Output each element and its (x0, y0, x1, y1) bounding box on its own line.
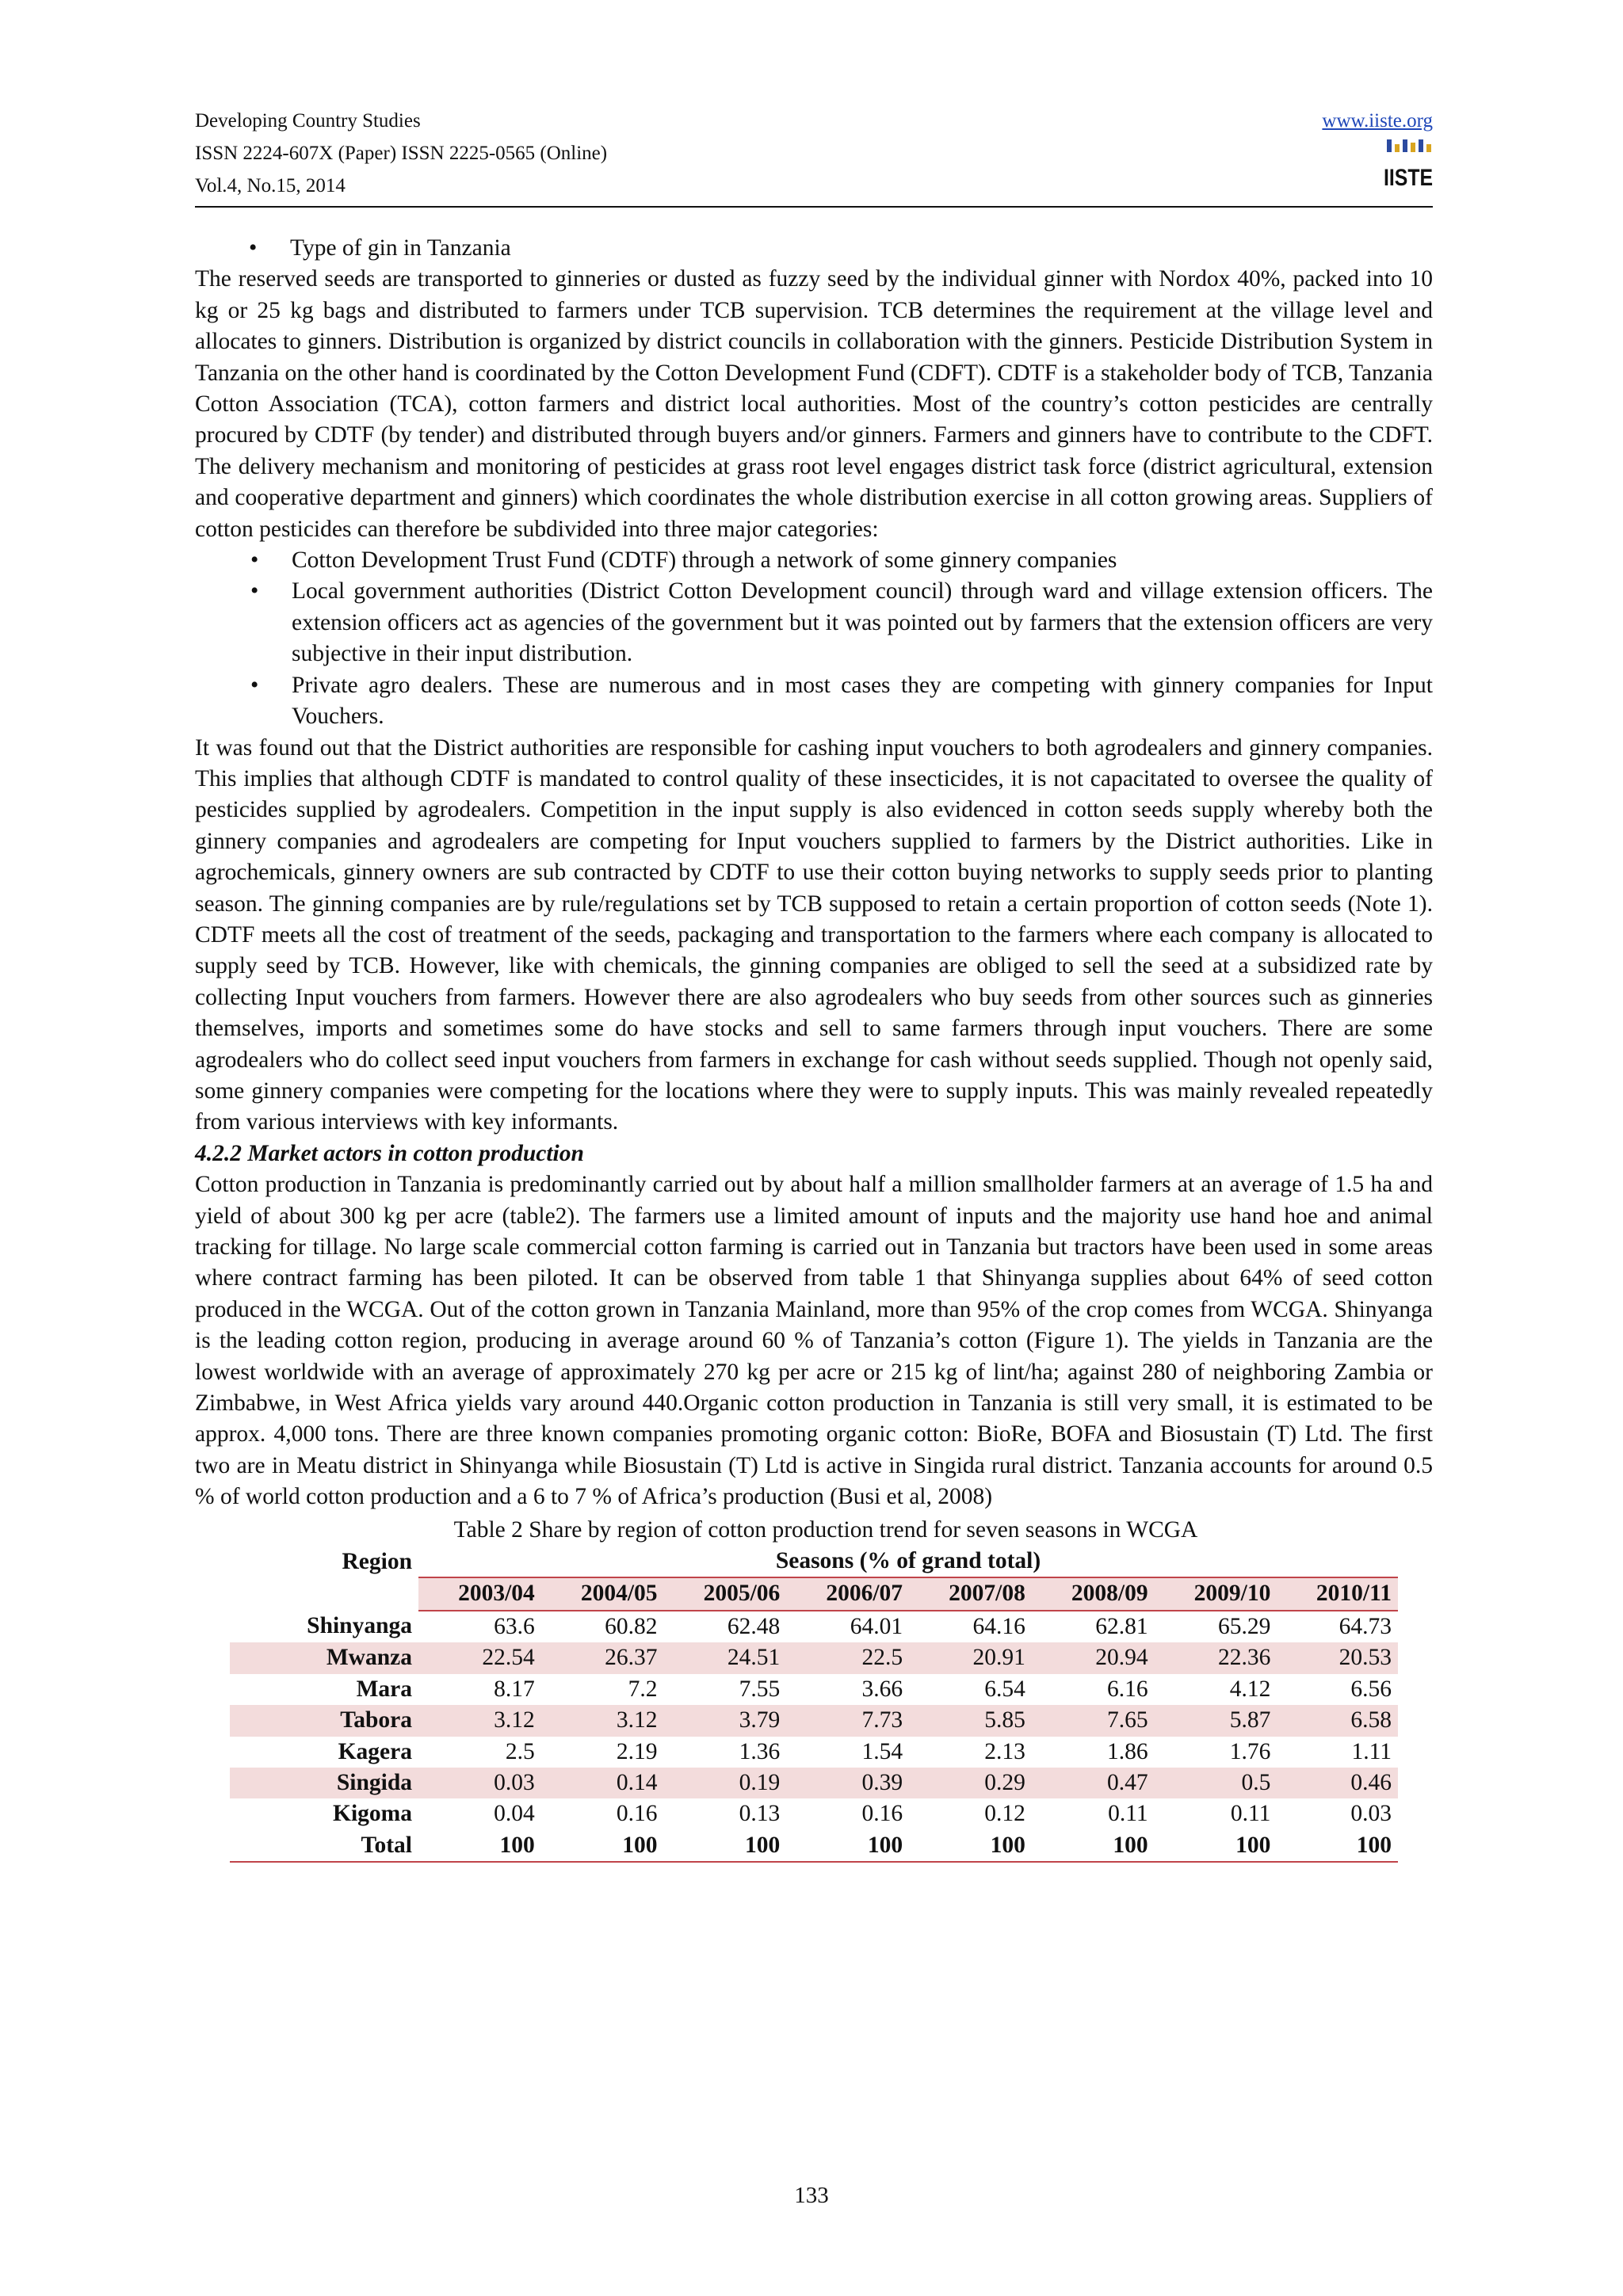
value-cell: 100 (1277, 1830, 1398, 1862)
table-row (230, 1798, 1398, 1829)
value-cell: 20.94 (1032, 1642, 1155, 1673)
region-cell: Total (230, 1830, 418, 1862)
page-number: 133 (794, 2183, 829, 2208)
bullet-text: Cotton Development Trust Fund (CDTF) through a network of some ginnery companies (292, 547, 1117, 574)
value-cell: 1.86 (1106, 1738, 1148, 1764)
article-body (195, 233, 1433, 1863)
bullet-item (195, 670, 1433, 733)
region-cell: Tabora (230, 1705, 418, 1736)
value-cell: 6.56 (1350, 1676, 1392, 1702)
value-cell: 1.76 (1229, 1738, 1271, 1764)
bullet-icon: • (249, 235, 258, 261)
table-row (230, 1705, 1398, 1736)
paragraph: The reserved seeds are transported to ginneries or dusted as fuzzy seed by the individual ginner with Nordox 40%, packed into 10 kg or 25 kg bags and distributed to farmers under TCB supervision. TCB determines the requirement at the village level and allocates to ginners. Distribution is organized by district councils in collaboration with the ginners. Pesticide Distribution System in Tanzania on the other hand is coordinated by the Cotton Development Fund (CDFT). CDTF is a stakeholder body of TCB, Tanzania Cotton Association (TCA), cotton farmers and district local authorities. Most of the country’s cotton pesticides are centrally procured by CDTF (by tender) and distributed through buyers and/or ginners. Farmers and ginners have to contribute to the CDFT. The delivery mechanism and monitoring of pesticides at grass root level engages district task force (district agricultural, extension and cooperative department and ginners) which coordinates the whole distribution exercise in all cotton growing areas. Suppliers of cotton pesticides can therefore be subdivided into three major categories: (195, 266, 1433, 542)
value-cell: 6.54 (984, 1676, 1025, 1702)
value-cell: 5.85 (909, 1705, 1032, 1736)
value-cell: 100 (1155, 1830, 1277, 1862)
value-cell: 100 (664, 1830, 787, 1862)
value-cell: 3.12 (418, 1705, 541, 1736)
value-cell: 1.36 (739, 1738, 781, 1764)
value-cell: 0.16 (861, 1801, 903, 1827)
value-cell: 100 (541, 1830, 664, 1862)
seasons-header: Seasons (% of grand total) (775, 1548, 1041, 1574)
bullet-text: Private agro dealers. These are numerous and in most cases they are competing with ginnery companies for Input Vouchers. (292, 672, 1433, 730)
value-cell: 1.54 (861, 1738, 903, 1764)
value-cell: 100 (786, 1830, 909, 1862)
value-cell: 8.17 (494, 1676, 535, 1702)
year-header: 2007/08 (909, 1577, 1032, 1610)
value-cell: 26.37 (541, 1642, 664, 1673)
years-row (230, 1577, 1398, 1610)
value-cell: 4.12 (1229, 1676, 1271, 1702)
year-header: 2003/04 (418, 1577, 541, 1610)
value-cell: 22.36 (1155, 1642, 1277, 1673)
value-cell: 6.16 (1106, 1676, 1148, 1702)
paragraph: It was found out that the District authorities are responsible for cashing input vouchers to both agrodealers and ginnery companies. This implies that although CDTF is mandated to control quality of these insecticides, it is not capacitated to oversee the quality of pesticides supplied by agrodealers. Competition in the input supply is also evidenced in cotton seeds supply whereby both the ginnery companies and agrodealers are competing for Input vouchers supplied to farmers by the District authorities. Like in agrochemicals, ginnery owners are sub contracted by CDTF to use their cotton buying networks to supply seeds prior to planting season. The ginning companies are by rule/regulations set by TCB supposed to retain a certain proportion of cotton seeds (Note 1). CDTF meets all the cost of treatment of the seeds, packaging and transportation to the farmers where each company is allocated to supply seed by TCB. However, like with chemicals, the ginning companies are obliged to sell the seed at a subsidized rate by collecting Input vouchers from farmers. However there are also agrodealers who buy seeds from other sources such as ginneries themselves, imports and sometimes some do have stocks and sell to same farmers through input vouchers. There are some agrodealers who do collect seed input vouchers from farmers in exchange for cash without seeds supplied. Though not openly said, some ginnery companies were competing for the locations where they were to supply inputs. This was mainly revealed repeatedly from various interviews with key informants. (195, 734, 1433, 1135)
value-cell: 100 (418, 1830, 541, 1862)
region-cell: Shinyanga (307, 1613, 412, 1639)
value-cell: 64.16 (972, 1613, 1025, 1639)
value-cell: 1.11 (1351, 1738, 1392, 1764)
value-cell: 2.5 (505, 1738, 535, 1764)
value-cell: 0.04 (494, 1801, 535, 1827)
logo-wordmark: IISTE (1384, 165, 1433, 191)
bullet-icon: • (250, 672, 259, 698)
value-cell: 0.46 (1277, 1768, 1398, 1798)
value-cell: 65.29 (1217, 1613, 1271, 1639)
value-cell: 0.39 (786, 1768, 909, 1798)
value-cell: 100 (1032, 1830, 1155, 1862)
value-cell: 3.12 (541, 1705, 664, 1736)
value-cell: 6.58 (1277, 1705, 1398, 1736)
table-caption: Table 2 Share by region of cotton production trend for seven seasons in WCGA (453, 1516, 1198, 1543)
value-cell: 0.03 (418, 1768, 541, 1798)
bullet-icon: • (250, 578, 259, 605)
value-cell: 100 (909, 1830, 1032, 1862)
value-cell: 63.6 (494, 1613, 535, 1639)
region-cell: Kagera (338, 1738, 412, 1764)
bullet-text: Type of gin in Tanzania (290, 235, 511, 261)
bullet-icon: • (250, 547, 259, 574)
journal-url-link[interactable]: www.iiste.org (1322, 110, 1433, 132)
region-cell: Mwanza (230, 1642, 418, 1673)
year-header: 2008/09 (1032, 1577, 1155, 1610)
bullet-text: Local government authorities (District Cotton Development council) through ward and village extension officers. The extension officers act as agencies of the government but it was pointed out by farmers that the extension officers are very subjective in their input distribution. (292, 578, 1433, 667)
table-row (230, 1737, 1398, 1768)
value-cell: 0.12 (984, 1801, 1025, 1827)
table-row (230, 1768, 1398, 1798)
bullet-item (195, 576, 1433, 669)
bullet-item (195, 233, 1433, 264)
table-row (230, 1611, 1398, 1642)
table-header-row (230, 1546, 1398, 1577)
value-cell: 7.55 (739, 1676, 781, 1702)
value-cell: 62.81 (1095, 1613, 1148, 1639)
value-cell: 0.11 (1108, 1801, 1148, 1827)
table-row (230, 1642, 1398, 1673)
value-cell: 62.48 (727, 1613, 781, 1639)
header-rule (195, 206, 1433, 208)
table-total-row (230, 1830, 1398, 1862)
value-cell: 7.73 (786, 1705, 909, 1736)
cotton-share-table (230, 1546, 1398, 1863)
value-cell: 0.19 (664, 1768, 787, 1798)
year-header: 2009/10 (1155, 1577, 1277, 1610)
value-cell: 7.2 (628, 1676, 658, 1702)
value-cell: 0.11 (1230, 1801, 1271, 1827)
value-cell: 5.87 (1155, 1705, 1277, 1736)
journal-header (195, 105, 607, 202)
value-cell: 0.13 (739, 1801, 781, 1827)
table-row (230, 1674, 1398, 1705)
region-cell: Kigoma (333, 1801, 412, 1827)
journal-issn: ISSN 2224-607X (Paper) ISSN 2225-0565 (Online) (195, 143, 608, 164)
year-header: 2006/07 (786, 1577, 909, 1610)
value-cell: 2.13 (984, 1738, 1025, 1764)
iiste-logo-icon (1382, 138, 1434, 193)
year-header: 2005/06 (664, 1577, 787, 1610)
value-cell: 20.53 (1277, 1642, 1398, 1673)
journal-volume: Vol.4, No.15, 2014 (195, 175, 346, 196)
value-cell: 64.73 (1338, 1613, 1392, 1639)
paragraph: Cotton production in Tanzania is predominantly carried out by about half a million smallholder farmers at an average of 1.5 ha and yield of about 300 kg per acre (table2). The farmers use a limited amount of inputs and the majority use hand hoe and animal tracking for tillage. No large scale commercial cotton farming is carried out in Tanzania but tractors have been used in some areas where contract farming has been piloted. It can be observed from table 1 that Shinyanga supplies about 64% of seed cotton produced in the WCGA. Out of the cotton grown in Tanzania Mainland, more than 95% of the crop comes from WCGA. Shinyanga is the leading cotton region, producing in average around 60 % of Tanzania’s cotton (Figure 1). The yields in Tanzania are the lowest worldwide with an average of approximately 270 kg per acre or 215 kg of lint/ha; against 280 of neighboring Zambia or Zimbabwe, in West Africa yields vary around 440.Organic cotton production in Tanzania is still very small, it is estimated to be approx. 4,000 tons. There are three known companies promoting organic cotton: BioRe, BOFA and Biosustain (T) Ltd. The first two are in Meatu district in Shinyanga while Biosustain (T) Ltd is active in Singida rural district. Tanzania accounts for around 0.5 % of world cotton production and a 6 to 7 % of Africa’s production (Busi et al, 2008) (195, 1172, 1433, 1510)
value-cell: 0.03 (1350, 1801, 1392, 1827)
value-cell: 2.19 (616, 1738, 658, 1764)
value-cell: 0.5 (1155, 1768, 1277, 1798)
region-header: Region (342, 1548, 412, 1574)
value-cell: 0.29 (909, 1768, 1032, 1798)
value-cell: 20.91 (909, 1642, 1032, 1673)
value-cell: 64.01 (850, 1613, 903, 1639)
journal-name: Developing Country Studies (195, 110, 421, 132)
year-header: 2004/05 (541, 1577, 664, 1610)
value-cell: 60.82 (605, 1613, 658, 1639)
section-heading: 4.2.2 Market actors in cotton production (195, 1140, 584, 1166)
value-cell: 3.66 (861, 1676, 903, 1702)
region-cell: Singida (230, 1768, 418, 1798)
value-cell: 3.79 (664, 1705, 787, 1736)
value-cell: 24.51 (664, 1642, 787, 1673)
value-cell: 22.54 (418, 1642, 541, 1673)
year-header: 2010/11 (1277, 1577, 1398, 1610)
value-cell: 0.16 (616, 1801, 658, 1827)
value-cell: 22.5 (786, 1642, 909, 1673)
value-cell: 7.65 (1032, 1705, 1155, 1736)
bullet-item (195, 545, 1433, 576)
value-cell: 0.14 (541, 1768, 664, 1798)
region-cell: Mara (356, 1676, 412, 1702)
value-cell: 0.47 (1032, 1768, 1155, 1798)
